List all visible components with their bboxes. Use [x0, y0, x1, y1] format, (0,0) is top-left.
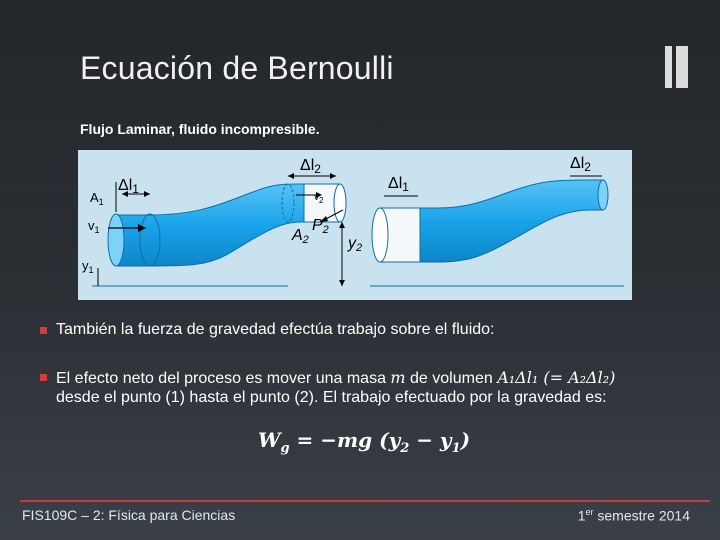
- bullet-2: [40, 374, 47, 381]
- pipe-diagram: [78, 150, 632, 300]
- y2-label: y2: [348, 235, 363, 254]
- y2-head-top: [339, 222, 345, 228]
- footer-divider: [20, 500, 710, 502]
- p2-label: P2: [312, 217, 329, 236]
- slide-title: Ecuación de Bernoulli: [80, 50, 394, 86]
- y2-head-bottom: [339, 280, 345, 286]
- footer-semester-num: 1: [577, 507, 586, 524]
- slide-subtitle: Flujo Laminar, fluido incompresible.: [80, 121, 320, 137]
- right-dl2-label: Δl2: [570, 155, 591, 174]
- left-pipe-outlet: [334, 184, 346, 222]
- bullet-1: [40, 327, 47, 334]
- gravity-work-formula: [258, 428, 470, 456]
- footer-semester: [578, 507, 690, 524]
- para2-mass-symbol: m: [390, 368, 406, 387]
- formula-rhs-c: ): [460, 428, 471, 452]
- right-dl1-label: Δl1: [388, 175, 409, 194]
- para2-text-c: desde el punto (1) hasta el punto (2). El trabajo efectuado por la gravedad es:: [56, 389, 607, 406]
- paragraph-gravity-work: También la fuerza de gravedad efectúa trabajo sobre el fluido:: [56, 321, 495, 338]
- formula-rhs-a: = −mg (y: [289, 428, 401, 452]
- dl2-label: Δl2: [300, 157, 321, 176]
- v2-label: $v_2$: [314, 192, 324, 205]
- paragraph-net-effect: [56, 368, 706, 407]
- formula-lhs-sub: g: [280, 441, 290, 456]
- footer-semester-sup: er: [585, 507, 594, 517]
- para2-volume-expr: A₁Δl₁ (= A₂Δl₂): [497, 368, 616, 387]
- footer-semester-text: semestre 2014: [593, 507, 690, 524]
- para2-text-a: El efecto neto del proceso es mover una masa: [56, 370, 391, 387]
- para2-text-b: de volumen: [405, 370, 498, 387]
- a1-label: $A_1$: [90, 190, 104, 207]
- footer-course: FIS109C – 2: Física para Ciencias: [22, 507, 236, 523]
- dl1-label: Δl1: [118, 177, 139, 196]
- v1-label: $v_1$: [88, 218, 100, 235]
- corner-accent-left: [665, 46, 672, 88]
- right-pipe-outlet: [598, 180, 608, 210]
- formula-sub-2: 2: [400, 441, 410, 456]
- dl2-head-left: [288, 173, 294, 179]
- dl1-head-right: [144, 191, 150, 197]
- dl2-head-right: [330, 173, 336, 179]
- corner-accent-right: [676, 46, 688, 88]
- left-pipe-inlet: [108, 214, 124, 266]
- formula-lhs: W: [258, 428, 281, 452]
- formula-sub-1: 1: [451, 441, 461, 456]
- right-pipe-inlet: [372, 208, 388, 262]
- formula-rhs-b: − y: [409, 428, 452, 452]
- right-pipe-fluid: [408, 180, 603, 262]
- y1-label: $y_1$: [82, 258, 94, 275]
- bernoulli-pipe-figure: [78, 150, 632, 300]
- a2-label: A2: [292, 227, 309, 246]
